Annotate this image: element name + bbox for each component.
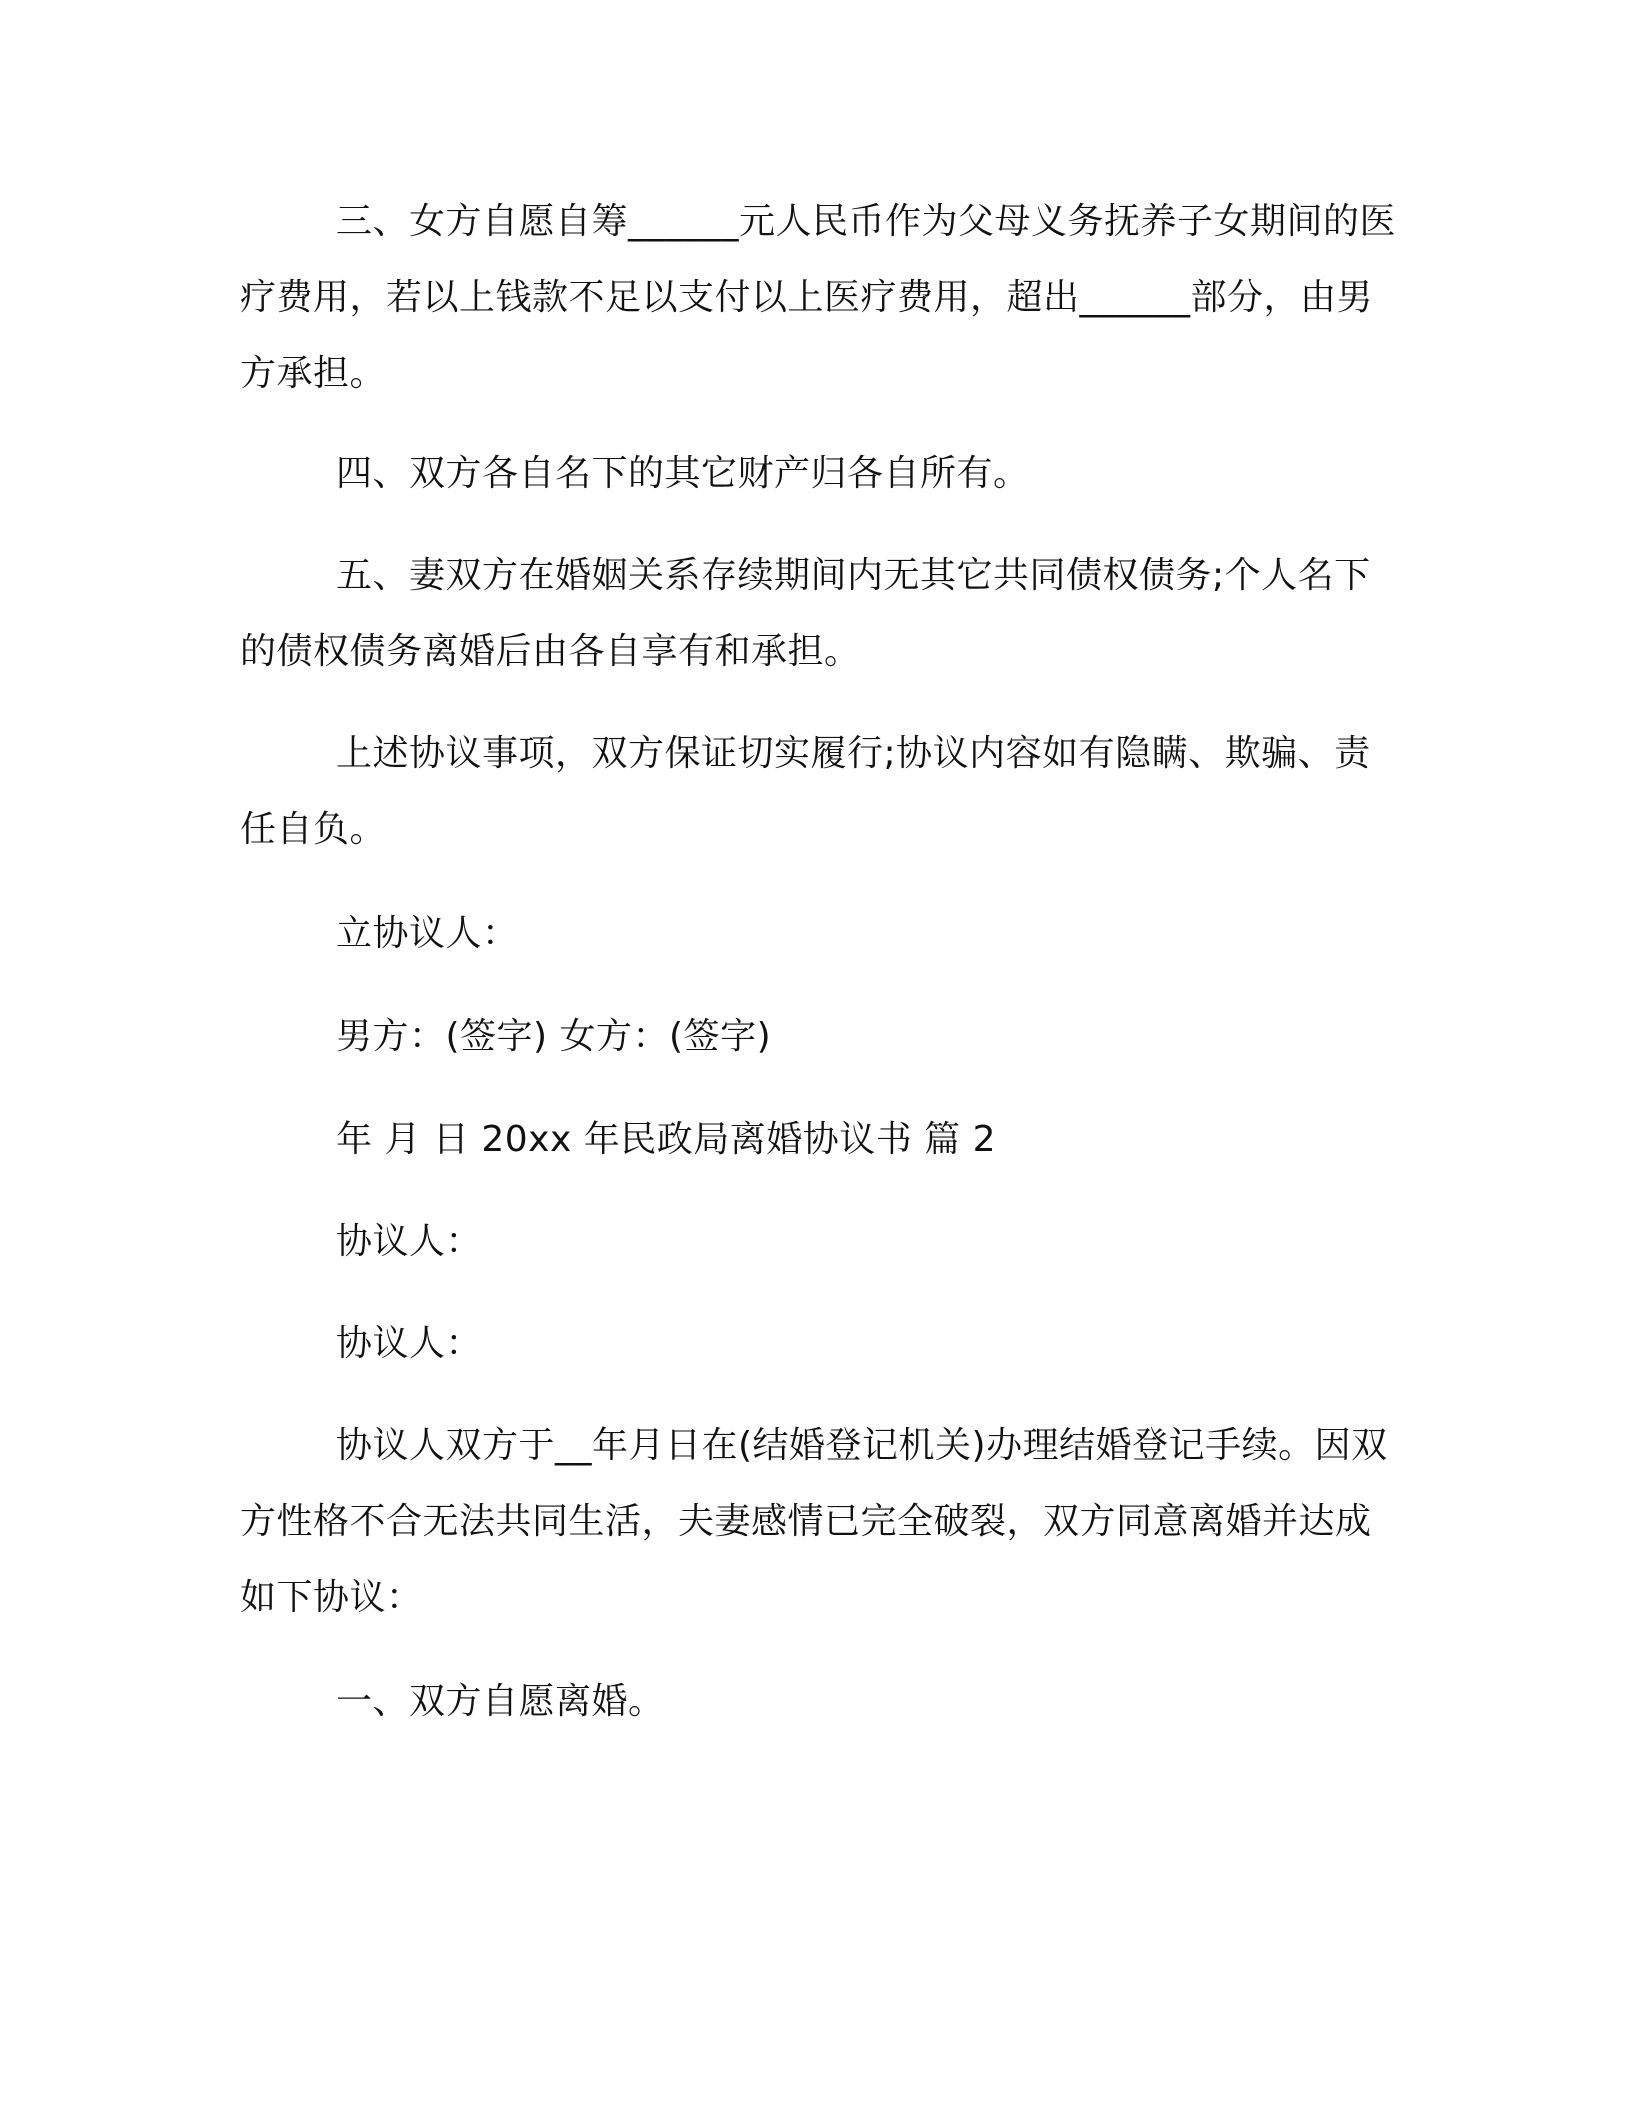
paragraph-party-two: 协议人： [336, 1323, 483, 1364]
paragraph-signature-line: 男方：(签字) 女方：(签字) [336, 1016, 772, 1057]
paragraph-performance-guarantee: 上述协议事项，双方保证切实履行;协议内容如有隐瞒、欺骗、责任自负。 [240, 733, 1371, 850]
paragraph-5-debts: 五、妻双方在婚姻关系存续期间内无其它共同债权债务;个人名下的债权债务离婚后由各自享有和承担。 [240, 555, 1371, 672]
paragraph-4-property: 四、双方各自名下的其它财产归各自所有。 [336, 453, 1030, 494]
paragraph-3-medical-costs: 三、女方自愿自筹______元人民币作为父母义务抚养子女期间的医疗费用，若以上钱款不足以支付以上医疗费用，超出______部分，由男方承担。 [240, 201, 1397, 394]
paragraph-marriage-registration: 协议人双方于__年月日在(结婚登记机关)办理结婚登记手续。因双方性格不合无法共同生活，夫妻感情已完全破裂，双方同意离婚并达成如下协议： [240, 1425, 1388, 1618]
paragraph-signatories: 立协议人： [336, 913, 519, 954]
paragraph-party-one: 协议人： [336, 1221, 483, 1262]
paragraph-1-voluntary-divorce: 一、双方自愿离婚。 [336, 1681, 665, 1722]
paragraph-date-and-title: 年 月 日 20xx 年民政局离婚协议书 篇 2 [336, 1119, 996, 1160]
